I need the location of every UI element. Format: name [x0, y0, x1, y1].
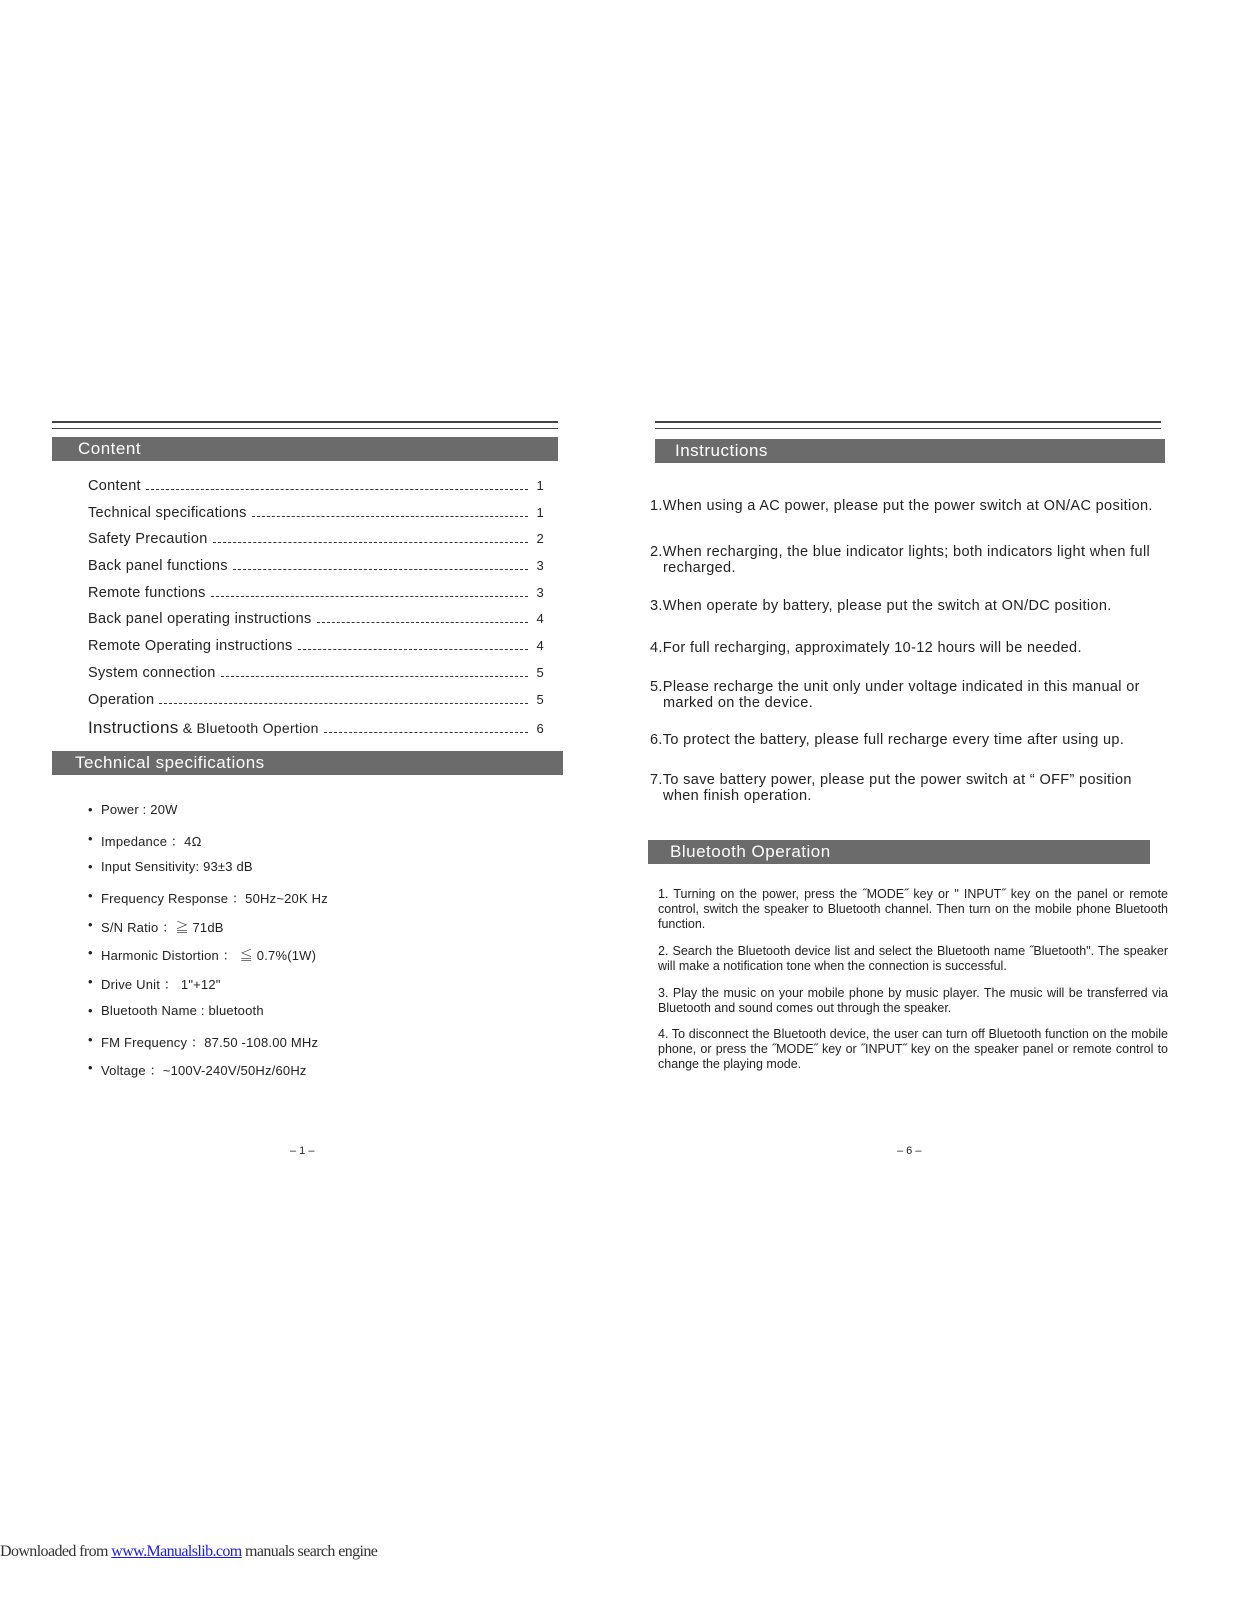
right-page — [650, 0, 1185, 1200]
toc-label — [88, 531, 208, 547]
instruction-item — [650, 640, 1170, 656]
instruction-line: 6.To protect the battery, please full recharge every time after using up. — [650, 732, 1125, 748]
instruction-item — [650, 544, 1170, 576]
toc-page-number: 6 — [536, 721, 544, 737]
toc-label — [88, 638, 293, 654]
toc-page-number: 5 — [536, 664, 544, 680]
toc-leader-dots — [211, 596, 528, 597]
instruction-line: 2.When recharging, the blue indicator lights; both indicators light when full — [650, 544, 1151, 560]
instruction-line: 1.When using a AC power, please put the power switch at ON/AC position. — [650, 498, 1153, 514]
toc-page-number: 2 — [536, 531, 544, 547]
toc-row — [88, 478, 544, 505]
toc-row — [88, 611, 544, 638]
spec-item: • Impedance ：4Ω — [88, 831, 528, 860]
toc-row — [88, 558, 544, 585]
toc-leader-dots — [159, 703, 528, 704]
spec-item: • S/N Ratio ：≧ 71dB — [88, 917, 528, 946]
toc-label — [88, 718, 319, 738]
toc-leader-dots — [252, 516, 528, 517]
spec-item: • FM Frequency ：87.50 -108.00 MHz — [88, 1032, 528, 1061]
toc-row — [88, 665, 544, 692]
instruction-line: 3.When operate by battery, please put the switch at ON/DC position. — [650, 598, 1112, 614]
bluetooth-step: 3. Play the music on your mobile phone by music player. The music will be transferred via Bluetooth and sound comes out through the speaker. — [658, 986, 1168, 1015]
toc-page-number: 3 — [536, 584, 544, 600]
toc-label-text: Remote functions — [88, 584, 206, 601]
toc-label-suffix: & Bluetooth Opertion — [178, 720, 319, 737]
instruction-item — [650, 732, 1170, 748]
bluetooth-step: 2. Search the Bluetooth device list and select the Bluetooth name ˝Bluetooth". The speaker will make a notification tone when the connection is successful. — [658, 944, 1168, 973]
instruction-line: 4.For full recharging, approximately 10-12 hours will be needed. — [650, 640, 1082, 656]
content-header: Content — [52, 437, 558, 461]
toc-leader-dots — [317, 622, 529, 623]
toc-label-text: Back panel functions — [88, 558, 228, 575]
toc-label — [88, 558, 228, 574]
toc-row — [88, 718, 544, 745]
toc-leader-dots — [213, 542, 528, 543]
spec-item: • Frequency Response ：50Hz~20K Hz — [88, 888, 528, 917]
instruction-item — [650, 498, 1170, 514]
manualslib-link[interactable]: www.Manualslib.com — [111, 1543, 242, 1560]
toc-label — [88, 692, 154, 708]
toc-label-text: Back panel operating instructions — [88, 611, 312, 628]
toc-label-text: Operation — [88, 691, 155, 708]
instruction-line-continued: marked on the device. — [663, 695, 814, 711]
spec-item: • Drive Unit ： 1"+12" — [88, 974, 528, 1003]
toc-label-text: Safety Precaution — [88, 531, 208, 548]
spec-item: • Power : 20W — [88, 802, 528, 831]
toc-leader-dots — [324, 732, 528, 733]
toc-label — [88, 478, 141, 494]
top-rule — [655, 421, 1161, 429]
spec-item: • Harmonic Distortion ： ≦ 0.7%(1W) — [88, 945, 528, 974]
instruction-item — [650, 679, 1170, 711]
toc-leader-dots — [146, 489, 528, 490]
bluetooth-step: 4. To disconnect the Bluetooth device, the user can turn off Bluetooth function on the mobile phone, or press the ˝MODE˝ key or ˝INPUT˝ key on the speaker panel or remote control to change the playing mode. — [658, 1027, 1168, 1071]
toc-page-number: 1 — [536, 478, 544, 493]
toc-label-text: Instructions — [88, 718, 179, 738]
instruction-line: 7.To save battery power, please put the power switch at “ OFF” position — [650, 772, 1132, 788]
toc-label — [88, 585, 206, 601]
instructions-header: Instructions — [655, 439, 1165, 463]
footer-prefix: Downloaded from — [0, 1543, 112, 1560]
instruction-item — [650, 772, 1170, 804]
footer-suffix: manuals search engine — [241, 1543, 378, 1560]
toc-label-text: Technical specifications — [88, 504, 247, 521]
toc-page-number: 4 — [536, 611, 544, 627]
toc-label-text: Content — [88, 478, 141, 494]
instruction-line-continued: recharged. — [663, 560, 736, 576]
spec-item: • Input Sensitivity: 93±3 dB — [88, 859, 528, 888]
toc-row — [88, 638, 544, 665]
toc-label-text: Remote Operating instructions — [88, 638, 293, 655]
toc-page-number: 5 — [536, 691, 544, 707]
toc-row — [88, 505, 544, 532]
toc-page-number: 3 — [536, 558, 544, 574]
instruction-line: 5.Please recharge the unit only under voltage indicated in this manual or — [650, 679, 1140, 695]
spec-item: • Voltage ：~100V-240V/50Hz/60Hz — [88, 1060, 528, 1089]
toc-leader-dots — [298, 649, 528, 650]
toc-label-text: System connection — [88, 664, 216, 681]
instruction-line-continued: when finish operation. — [663, 788, 812, 804]
page-number: – 1 – — [290, 1145, 315, 1157]
top-rule — [52, 421, 558, 429]
toc-label — [88, 505, 247, 521]
download-footer — [0, 1543, 377, 1561]
toc-row — [88, 531, 544, 558]
toc-label — [88, 611, 312, 627]
toc-page-number: 1 — [536, 504, 544, 520]
toc-row — [88, 585, 544, 612]
bluetooth-header: Bluetooth Operation — [648, 840, 1150, 864]
bluetooth-step: 1. Turning on the power, press the ˝MODE˝ key or " INPUT˝ key on the panel or remote control, switch the speaker to Bluetooth channel. Then turn on the mobile phone Bluetooth function. — [658, 887, 1168, 931]
left-page — [52, 0, 564, 1200]
instruction-item — [650, 598, 1170, 614]
toc-label — [88, 665, 216, 681]
toc-leader-dots — [221, 676, 528, 677]
spec-item: • Bluetooth Name : bluetooth — [88, 1003, 528, 1032]
table-of-contents — [88, 478, 544, 745]
specs-list — [88, 802, 528, 1089]
toc-row — [88, 692, 544, 719]
specs-header: Technical specifications — [52, 751, 563, 775]
page-number: – 6 – — [897, 1145, 922, 1157]
toc-leader-dots — [233, 569, 528, 570]
toc-page-number: 4 — [536, 638, 544, 654]
